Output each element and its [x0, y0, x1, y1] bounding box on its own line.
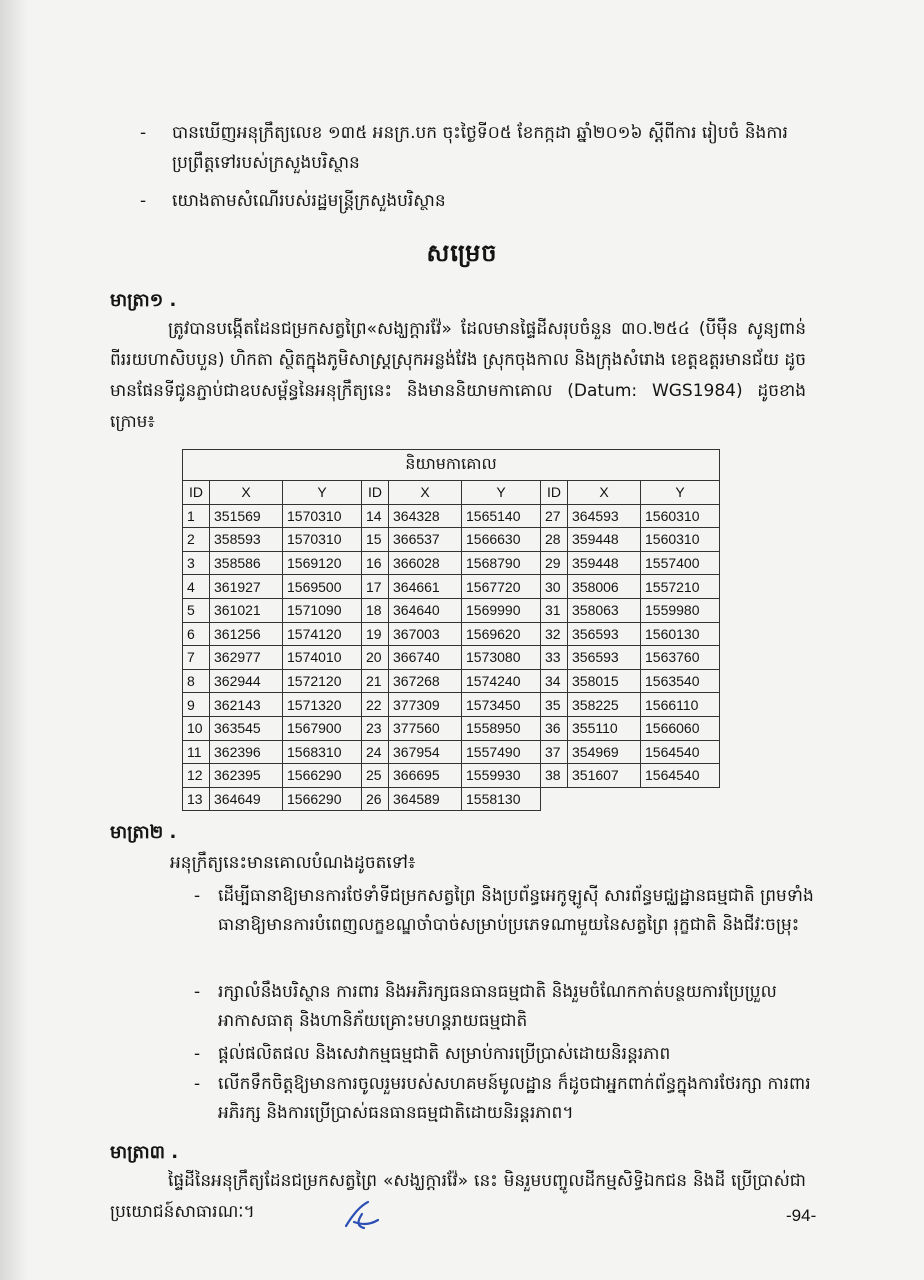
header-y: Y	[462, 481, 541, 505]
cell-y: 1571090	[283, 598, 362, 622]
cell-x: 361021	[210, 598, 283, 622]
table-row	[183, 598, 720, 622]
table-row	[183, 764, 720, 788]
cell-y: 1558130	[462, 787, 541, 811]
cell-x: 361256	[210, 622, 283, 646]
cell-id: 33	[541, 646, 568, 670]
cell-id: 12	[183, 764, 210, 788]
cell-x: 351569	[210, 504, 283, 528]
cell-y: 1567720	[462, 575, 541, 599]
cell-id: 1	[183, 504, 210, 528]
cell-x: 362977	[210, 646, 283, 670]
cell-x: 358015	[568, 669, 641, 693]
table-caption: និយាមកាគោល	[183, 450, 720, 481]
cell-y: 1573080	[462, 646, 541, 670]
table-row	[183, 528, 720, 552]
cell-y: 1563540	[641, 669, 720, 693]
cell-id: 25	[362, 764, 389, 788]
cell-y: 1574010	[283, 646, 362, 670]
cell-id: 13	[183, 787, 210, 811]
cell-y: 1566290	[283, 787, 362, 811]
cell-id: 4	[183, 575, 210, 599]
cell-y: 1566290	[283, 764, 362, 788]
table-row	[183, 693, 720, 717]
bullet-text: បានឃើញអនុក្រឹត្យលេខ ១៣៥ អនក្រ.បក ចុះថ្ងៃទី០៥ ខែកក្កដា ឆ្នាំ២០១៦ ស្តីពីការ រៀបចំ និងការប្រព្រឹត្តទៅរបស់ក្រសួងបរិស្ថាន	[172, 123, 788, 173]
cell-id: 22	[362, 693, 389, 717]
cell-id: 14	[362, 504, 389, 528]
cell-id: 9	[183, 693, 210, 717]
cell-y: 1564540	[641, 740, 720, 764]
objective-text: ដើម្បីធានាឱ្យមានការថែទាំទីជម្រកសត្វព្រៃ និងប្រព័ន្ធអេកូឡូស៊ី សារព័ន្ធមជ្ឈដ្ឋានធម្មជាតិ ព្រមទាំងធានាឱ្យមានការបំពេញលក្ខខណ្ឌចាំបាច់សម្រាប់ប្រភេទណាមួយនៃសត្វព្រៃ រុក្ខជាតិ និងជីវៈចម្រុះ	[218, 886, 814, 935]
table-row	[183, 787, 720, 811]
cell-y: 1574240	[462, 669, 541, 693]
header-id: ID	[183, 481, 210, 505]
cell-id: 34	[541, 669, 568, 693]
article-2-heading: មាត្រា២ .	[110, 822, 177, 843]
cell-id: 30	[541, 575, 568, 599]
cell-y: 1557210	[641, 575, 720, 599]
cell-id: 23	[362, 716, 389, 740]
cell-x: 366740	[389, 646, 462, 670]
cell-y: 1559930	[462, 764, 541, 788]
objective-dash: -	[194, 1074, 201, 1094]
cell-x: 351607	[568, 764, 641, 788]
cell-id: 27	[541, 504, 568, 528]
cell-y: 1570310	[283, 528, 362, 552]
table-row	[183, 646, 720, 670]
empty-cell	[641, 787, 720, 811]
header-y: Y	[641, 481, 720, 505]
cell-id: 32	[541, 622, 568, 646]
page-number: -94-	[786, 1206, 817, 1225]
header-x: X	[210, 481, 283, 505]
cell-x: 366695	[389, 764, 462, 788]
cell-y: 1570310	[283, 504, 362, 528]
cell-id: 37	[541, 740, 568, 764]
coordinates-table	[182, 449, 720, 811]
cell-x: 366028	[389, 551, 462, 575]
cell-id: 2	[183, 528, 210, 552]
decision-title: សម្រេច	[426, 239, 498, 267]
cell-id: 10	[183, 716, 210, 740]
cell-id: 18	[362, 598, 389, 622]
cell-x: 354969	[568, 740, 641, 764]
cell-x: 361927	[210, 575, 283, 599]
cell-id: 26	[362, 787, 389, 811]
cell-y: 1564540	[641, 764, 720, 788]
cell-x: 358063	[568, 598, 641, 622]
cell-y: 1573450	[462, 693, 541, 717]
cell-id: 31	[541, 598, 568, 622]
header-x: X	[568, 481, 641, 505]
table-row	[183, 575, 720, 599]
table-row	[183, 716, 720, 740]
signature-mark	[340, 1196, 384, 1232]
cell-x: 364649	[210, 787, 283, 811]
cell-id: 20	[362, 646, 389, 670]
objective-text: រក្សាលំនឹងបរិស្ថាន ការពារ និងអភិរក្សធនធានធម្មជាតិ និងរួមចំណែកកាត់បន្ថយការប្រែប្រួល អាកាសធាតុ និងហានិភ័យគ្រោះមហន្តរាយធម្មជាតិ	[218, 982, 777, 1031]
article-3-body: ផ្ទៃដីនៃអនុក្រឹត្យដែនជម្រកសត្វព្រៃ «សង្ឃក្តារវ៉ែ» នេះ មិនរួមបញ្ចូលដីកម្មសិទ្ធិឯកជន និងដី ប្រើប្រាស់ជាប្រយោជន៍សាធារណៈ។	[110, 1171, 806, 1222]
cell-id: 21	[362, 669, 389, 693]
cell-id: 19	[362, 622, 389, 646]
cell-y: 1568310	[283, 740, 362, 764]
cell-y: 1559980	[641, 598, 720, 622]
cell-x: 366537	[389, 528, 462, 552]
cell-x: 362395	[210, 764, 283, 788]
cell-y: 1571320	[283, 693, 362, 717]
cell-id: 5	[183, 598, 210, 622]
empty-cell	[541, 787, 568, 811]
cell-x: 377560	[389, 716, 462, 740]
objective-dash: -	[194, 982, 201, 1002]
cell-id: 15	[362, 528, 389, 552]
article-1-heading: មាត្រា១ .	[110, 290, 177, 311]
cell-y: 1563760	[641, 646, 720, 670]
cell-y: 1565140	[462, 504, 541, 528]
cell-id: 36	[541, 716, 568, 740]
cell-x: 356593	[568, 646, 641, 670]
cell-x: 359448	[568, 528, 641, 552]
cell-x: 358593	[210, 528, 283, 552]
objective-dash: -	[194, 886, 201, 906]
cell-y: 1560310	[641, 528, 720, 552]
cell-id: 29	[541, 551, 568, 575]
cell-x: 362396	[210, 740, 283, 764]
cell-id: 8	[183, 669, 210, 693]
cell-id: 24	[362, 740, 389, 764]
cell-y: 1569990	[462, 598, 541, 622]
article-2-intro: អនុក្រឹត្យនេះមានគោលបំណងដូចតទៅ៖	[170, 853, 416, 873]
cell-y: 1557400	[641, 551, 720, 575]
cell-x: 355110	[568, 716, 641, 740]
cell-x: 356593	[568, 622, 641, 646]
table-row	[183, 669, 720, 693]
cell-y: 1566630	[462, 528, 541, 552]
cell-x: 377309	[389, 693, 462, 717]
table-row	[183, 622, 720, 646]
cell-y: 1566110	[641, 693, 720, 717]
cell-y: 1567900	[283, 716, 362, 740]
cell-y: 1560130	[641, 622, 720, 646]
cell-x: 367003	[389, 622, 462, 646]
cell-x: 358006	[568, 575, 641, 599]
cell-x: 364593	[568, 504, 641, 528]
table-row	[183, 504, 720, 528]
cell-x: 358586	[210, 551, 283, 575]
cell-id: 28	[541, 528, 568, 552]
objective-dash: -	[194, 1044, 201, 1064]
cell-y: 1569620	[462, 622, 541, 646]
header-id: ID	[541, 481, 568, 505]
cell-y: 1569500	[283, 575, 362, 599]
cell-x: 367954	[389, 740, 462, 764]
header-id: ID	[362, 481, 389, 505]
article-1-body: ត្រូវបានបង្កើតដែនជម្រកសត្វព្រៃ«សង្ឃក្តារវ៉ែ» ដែលមានផ្ទៃដីសរុបចំនួន ៣០.២៥៤ (បីម៉ឺន សូន្យពាន់ពីររយហាសិបបួន) ហិកតា ស្ថិតក្នុងភូមិសាស្ត្រស្រុកអន្លង់វែង ស្រុកចុងកាល និងក្រុងសំរោង ខេត្តឧត្តរមានជ័យ ដូចមានផែនទីជូនភ្ជាប់ជាឧបសម្ព័ន្ធនៃអនុក្រឹត្យនេះ និងមាននិយាមកាគោល (Datum: WGS1984) ដូចខាងក្រោម៖	[110, 319, 806, 432]
cell-y: 1558950	[462, 716, 541, 740]
cell-x: 363545	[210, 716, 283, 740]
cell-y: 1568790	[462, 551, 541, 575]
table-row	[183, 740, 720, 764]
table-row	[183, 551, 720, 575]
table-header-row	[183, 481, 720, 505]
cell-x: 364589	[389, 787, 462, 811]
cell-x: 367268	[389, 669, 462, 693]
cell-id: 35	[541, 693, 568, 717]
cell-id: 7	[183, 646, 210, 670]
cell-y: 1557490	[462, 740, 541, 764]
cell-y: 1566060	[641, 716, 720, 740]
cell-y: 1560310	[641, 504, 720, 528]
bullet-dash: -	[140, 191, 147, 211]
objective-text: ផ្តល់ផលិតផល និងសេវាកម្មធម្មជាតិ សម្រាប់ការប្រើប្រាស់ដោយនិរន្តរភាព	[218, 1044, 671, 1064]
header-y: Y	[283, 481, 362, 505]
cell-id: 3	[183, 551, 210, 575]
bullet-dash: -	[140, 123, 147, 143]
cell-x: 362143	[210, 693, 283, 717]
cell-id: 16	[362, 551, 389, 575]
cell-x: 364661	[389, 575, 462, 599]
cell-x: 358225	[568, 693, 641, 717]
cell-x: 364640	[389, 598, 462, 622]
header-x: X	[389, 481, 462, 505]
cell-id: 11	[183, 740, 210, 764]
table-body	[183, 504, 720, 811]
cell-y: 1572120	[283, 669, 362, 693]
article-3-heading: មាត្រា៣ .	[110, 1142, 179, 1163]
cell-id: 6	[183, 622, 210, 646]
cell-y: 1569120	[283, 551, 362, 575]
bullet-text: យោងតាមសំណើរបស់រដ្ឋមន្ត្រីក្រសួងបរិស្ថាន	[172, 191, 446, 211]
cell-x: 362944	[210, 669, 283, 693]
empty-cell	[568, 787, 641, 811]
cell-x: 364328	[389, 504, 462, 528]
cell-id: 17	[362, 575, 389, 599]
cell-x: 359448	[568, 551, 641, 575]
cell-y: 1574120	[283, 622, 362, 646]
objective-text: លើកទឹកចិត្តឱ្យមានការចូលរួមរបស់សហគមន៍មូលដ្ឋាន ក៏ដូចជាអ្នកពាក់ព័ន្ធក្នុងការថែរក្សា ការពារអភិរក្ស និងការប្រើប្រាស់ធនធានធម្មជាតិដោយនិរន្តរភាព។	[218, 1074, 811, 1123]
cell-id: 38	[541, 764, 568, 788]
